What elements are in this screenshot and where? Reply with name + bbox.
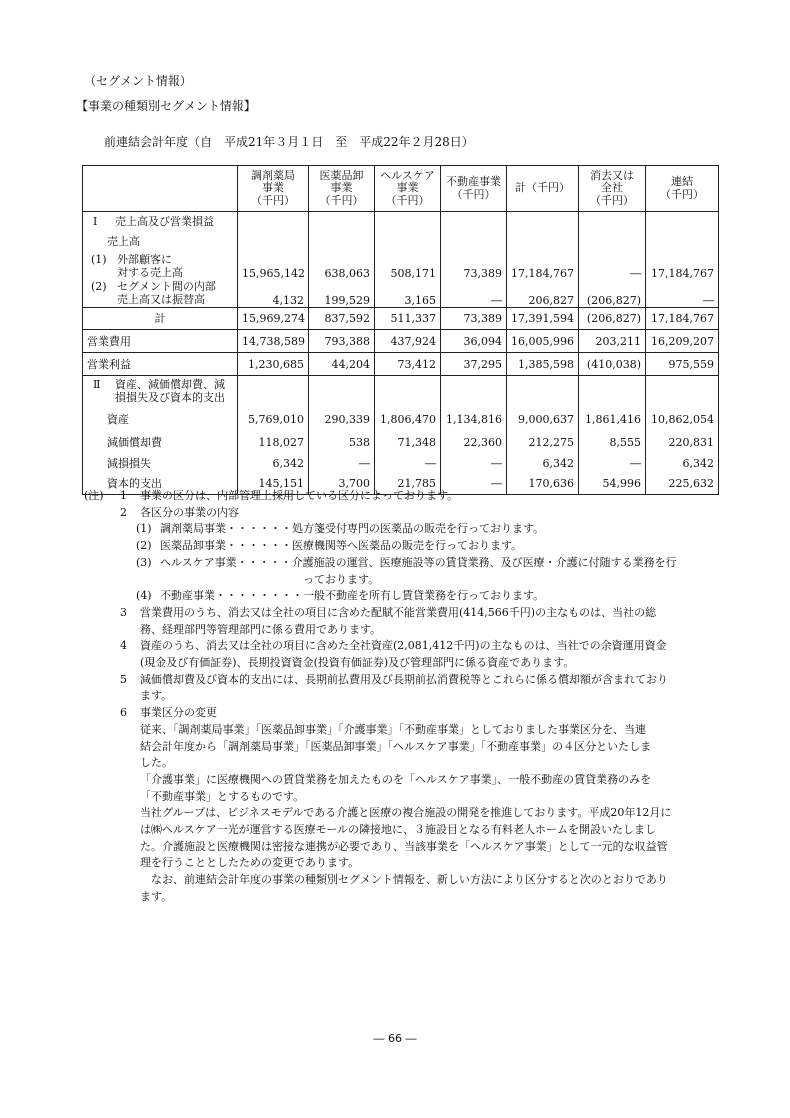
column-header: 消去又は 全社 （千円） (579, 166, 646, 212)
value-cell: ― (441, 280, 507, 308)
value-cell: 44,204 (309, 353, 375, 376)
value-cell: 199,529 (309, 280, 375, 308)
note-2-item: (2) 医薬品卸事業・・・・・・医療機関等へ医薬品の販売を行っております。 (136, 539, 523, 553)
value-cell: 437,924 (375, 330, 441, 353)
section-1-title-row: Ⅰ 売上高及び営業損益 (83, 212, 719, 232)
value-cell: 8,555 (579, 432, 646, 453)
column-header: 連結 （千円） (646, 166, 719, 212)
section-2-title-row: Ⅱ 資産、減価償却費、減 損損失及び資本的支出 (83, 376, 719, 408)
asset-row (83, 408, 719, 432)
note-1: (注) 1 事業の区分は、内部管理上採用している区分によっております。 (84, 488, 724, 505)
row-label: 資本的支出 (83, 474, 238, 495)
operating-expenses-row (83, 330, 719, 353)
value-cell: (410,038) (579, 353, 646, 376)
value-cell: 16,209,207 (646, 330, 719, 353)
note-2: 2 各区分の事業の内容 (120, 505, 239, 519)
row-label: 減損損失 (83, 453, 238, 474)
value-cell: ― (646, 280, 719, 308)
note-5: 5 減価償却費及び資本的支出には、長期前払費用及び長期前払消費税等とこれらに係る償却額が含まれており ます。 (120, 672, 668, 703)
value-cell: 54,996 (579, 474, 646, 495)
notes (84, 488, 724, 906)
note-6-paragraph: 当社グループは、ビジネスモデルである介護と医療の複合施設の開発を推進しております。平成20年12月に は㈱ヘルスケア一光が運営する医療モールの隣接地に、３施設目となる有料老人ホームを開設いたしまし た。介護施設と医療機関は密接な連携が必要であり、当該事業を「ヘルスケア事業」として一元的な収益管 理を行うこととしたための変更であります。 (140, 806, 672, 870)
value-cell: 638,063 (309, 252, 375, 280)
value-cell: 837,592 (309, 308, 375, 330)
value-cell: 225,632 (646, 474, 719, 495)
value-cell: (206,827) (579, 308, 646, 330)
section-1-title: 売上高及び営業損益 (115, 215, 214, 229)
section-title: 【事業の種類別セグメント情報】 (76, 99, 256, 113)
column-header: 計（千円） (507, 166, 579, 212)
header-blank (83, 166, 238, 212)
header-row (83, 166, 719, 212)
row-label: 外部顧客に 対する売上高 (117, 252, 183, 279)
value-cell: 3,165 (375, 280, 441, 308)
value-cell: ― (441, 453, 507, 474)
value-cell: 1,861,416 (579, 408, 646, 432)
note-6-title: 事業区分の変更 (140, 706, 217, 720)
value-cell: 6,342 (507, 453, 579, 474)
total-label: 計 (83, 308, 238, 330)
asset-row (83, 432, 719, 453)
note-2-item-cont: っております。 (303, 572, 380, 586)
value-cell: 290,339 (309, 408, 375, 432)
row-label: セグメント間の内部 売上高又は振替高 (117, 280, 216, 307)
segment-table (82, 165, 719, 495)
value-cell: 538 (309, 432, 375, 453)
value-cell: (206,827) (579, 280, 646, 308)
note-2-item: (1) 調剤薬局事業・・・・・・処方箋受付専門の医薬品の販売を行っております。 (136, 522, 545, 536)
asset-row (83, 453, 719, 474)
value-cell: 508,171 (375, 252, 441, 280)
value-cell: 975,559 (646, 353, 719, 376)
operating-income-row (83, 353, 719, 376)
value-cell: 5,769,010 (238, 408, 309, 432)
note-6: 6 事業区分の変更 従来、「調剤薬局事業」「医薬品卸事業」「介護事業」「不動産事業」としておりました事業区分を、当連 結会計年度から「調剤薬局事業」「医薬品卸事業」「ヘルスケア事業」「不動産事業」の４区分といたしま した。 「介護事業」に医療機関への賃貸業務を加えたものを「ヘルスケア事業」、一般不動産の賃貸業務のみを 「不動産事業」とするものです。 当社グループは、ビジネスモデルである介護と医療の複合施設の開発を推進しております。平成20年12月に は㈱ヘルスケア一光が運営する医療モールの隣接地に、３施設目となる有料老人ホームを開設いたしまし た。介護施設と医療機関は密接な連携が必要であり、当該事業を「ヘルスケア事業」として一元的な収益管 理を行うこととしたための変更であります。 なお、前連結会計年度の事業の種類別セグメント情報を、新しい方法により区分すると次のとおりであり ます。 (84, 705, 724, 905)
note-6-paragraph: 「介護事業」に医療機関への賃貸業務を加えたものを「ヘルスケア事業」、一般不動産の賃貸業務のみを 「不動産事業」とするものです。 (140, 772, 652, 803)
value-cell: 1,385,598 (507, 353, 579, 376)
value-cell: 15,969,274 (238, 308, 309, 330)
value-cell: ― (375, 453, 441, 474)
column-header: 調剤薬局 事業 （千円） (238, 166, 309, 212)
value-cell: 22,360 (441, 432, 507, 453)
value-cell: 4,132 (238, 280, 309, 308)
sales-row: (2) セグメント間の内部 売上高又は振替高 4,132 199,529 3,165 ― 206,827 (206,827) ― (83, 280, 719, 308)
column-header: ヘルスケア 事業 （千円） (375, 166, 441, 212)
note-4: 4 資産のうち、消去又は全社の項目に含めた全社資産(2,081,412千円)の主なものは、当社での余資運用資金 (現金及び有価証券)、長期投資資金(投資有価証券)及び管理部門に係る資産であります。 (120, 639, 667, 670)
value-cell: 17,184,767 (646, 252, 719, 280)
value-cell: 9,000,637 (507, 408, 579, 432)
value-cell: 21,785 (375, 474, 441, 495)
note-2-item: (4) 不動産事業・・・・・・・・一般不動産を所有し賃貸業務を行っております。 (136, 589, 545, 603)
value-cell: 145,151 (238, 474, 309, 495)
operating-income-label: 営業利益 (83, 353, 238, 376)
value-cell: 17,184,767 (646, 308, 719, 330)
value-cell: ― (579, 252, 646, 280)
value-cell: 212,275 (507, 432, 579, 453)
column-header: 不動産事業 （千円） (441, 166, 507, 212)
sales-label-row (83, 232, 719, 252)
value-cell: ― (441, 474, 507, 495)
value-cell: 118,027 (238, 432, 309, 453)
value-cell: 3,700 (309, 474, 375, 495)
note-6-paragraph: なお、前連結会計年度の事業の種類別セグメント情報を、新しい方法により区分すると次のとおりであり ます。 (140, 873, 668, 903)
section-label: （セグメント情報） (84, 74, 192, 88)
note-6-paragraph: 従来、「調剤薬局事業」「医薬品卸事業」「介護事業」「不動産事業」としておりました事業区分を、当連 結会計年度から「調剤薬局事業」「医薬品卸事業」「ヘルスケア事業」「不動産事業」の４区分といたしま した。 (140, 722, 652, 770)
value-cell: 220,831 (646, 432, 719, 453)
value-cell: 71,348 (375, 432, 441, 453)
page-number: ― 66 ― (373, 1032, 417, 1045)
period-heading: 前連結会計年度（自 平成21年３月１日 至 平成22年２月28日） (104, 135, 474, 149)
value-cell: 1,134,816 (441, 408, 507, 432)
operating-expenses-label: 営業費用 (83, 330, 238, 353)
value-cell: 170,636 (507, 474, 579, 495)
value-cell: 73,389 (441, 308, 507, 330)
value-cell: 1,230,685 (238, 353, 309, 376)
value-cell: 511,337 (375, 308, 441, 330)
value-cell: 793,388 (309, 330, 375, 353)
note-head: (注) (84, 489, 104, 502)
value-cell: 1,806,470 (375, 408, 441, 432)
row-label: 資産 (83, 408, 238, 432)
value-cell: 6,342 (238, 453, 309, 474)
value-cell: ― (309, 453, 375, 474)
value-cell: 73,412 (375, 353, 441, 376)
value-cell: 16,005,996 (507, 330, 579, 353)
value-cell: ― (579, 453, 646, 474)
row-label: 減価償却費 (83, 432, 238, 453)
value-cell: 73,389 (441, 252, 507, 280)
section-2-title: 資産、減価償却費、減 損損失及び資本的支出 (115, 378, 225, 404)
value-cell: 203,211 (579, 330, 646, 353)
value-cell: 10,862,054 (646, 408, 719, 432)
value-cell: 6,342 (646, 453, 719, 474)
value-cell: 206,827 (507, 280, 579, 308)
total-row (83, 308, 719, 330)
sales-row: (1) 外部顧客に 対する売上高 15,965,142 638,063 508,171 73,389 17,184,767 ― 17,184,767 (83, 252, 719, 280)
value-cell: 14,738,589 (238, 330, 309, 353)
value-cell: 36,094 (441, 330, 507, 353)
note-3: 3 営業費用のうち、消去又は全社の項目に含めた配賦不能営業費用(414,566千円)の主なものは、当社の総 務、経理部門等管理部門に係る費用であります。 (120, 605, 657, 636)
value-cell: 15,965,142 (238, 252, 309, 280)
value-cell: 17,184,767 (507, 252, 579, 280)
value-cell: 17,391,594 (507, 308, 579, 330)
column-header: 医薬品卸 事業 （千円） (309, 166, 375, 212)
sales-label: 売上高 (83, 232, 238, 252)
note-2-item: (3) ヘルスケア事業・・・・・介護施設の運営、医療施設等の賃貸業務、及び医療・介護に付随する業務を行 (136, 555, 677, 569)
value-cell: 37,295 (441, 353, 507, 376)
